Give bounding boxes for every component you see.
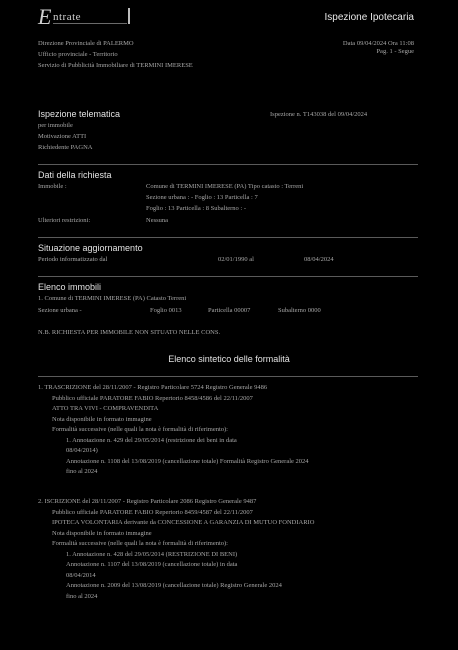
- page-title: Ispezione Ipotecaria: [324, 12, 414, 23]
- dati-value: Nessuna: [146, 217, 169, 224]
- meta-office: Direzione Provinciale di PALERMO: [38, 40, 134, 47]
- formality-line: 1. Annotazione n. 429 del 29/05/2014 (restrizione dei beni in data: [66, 436, 237, 444]
- meta-datetime: Data 09/04/2024 Ora 11:08: [342, 40, 414, 47]
- meta-department: Ufficio provinciale - Territorio: [38, 51, 118, 58]
- formality-line: Nota disponibile in formato immagine: [52, 415, 152, 423]
- section-title-immobili: Elenco immobili: [38, 282, 102, 292]
- aggiornamento-to: 08/04/2024: [304, 256, 334, 263]
- aggiornamento-from: 02/01/1990 al: [218, 256, 254, 263]
- ispezione-number: Ispezione n. T143038 del 09/04/2024: [270, 111, 368, 118]
- formality-line: Formalità successive (nelle quali la nota è formalità di riferimento):: [52, 426, 228, 433]
- formality-line: Pubblico ufficiale PARATORE FABIO Repertorio 8458/4586 del 22/11/2007: [52, 394, 253, 402]
- formality-line: IPOTECA VOLONTARIA derivante da CONCESSIONE A GARANZIA DI MUTUO FONDIARIO: [52, 519, 315, 526]
- formality-line: 1. Annotazione n. 428 del 29/05/2014 (RESTRIZIONE DI BENI): [66, 550, 238, 558]
- section-title-ispezione: Ispezione telematica: [38, 109, 121, 119]
- logo-e-glyph: E: [38, 4, 52, 29]
- formality-line: Annotazione n. 1108 del 13/08/2019 (cancellazione totale) Formalità Registro Generale 2024: [66, 457, 309, 465]
- divider: [38, 164, 418, 165]
- ispezione-line: Richiedente PAGNA: [38, 144, 93, 151]
- aggiornamento-label: Periodo informatizzato dal: [38, 256, 108, 263]
- section-title-aggiornamento: Situazione aggiornamento: [38, 243, 143, 253]
- formality-line: 08/04/2014): [66, 447, 98, 454]
- meta-page: Pag. 1 - Segue: [376, 48, 414, 55]
- formality-header: 2. ISCRIZIONE del 28/11/2007 - Registro Particolare 2086 Registro Generale 9487: [38, 498, 257, 505]
- formality-line: Formalità successive (nelle quali la nota è formalità di riferimento):: [52, 540, 228, 547]
- dati-value: Foglio : 13 Particella : 8 Subalterno : -: [146, 205, 247, 212]
- formality-line: ATTO TRA VIVI - COMPRAVENDITA: [52, 405, 159, 412]
- ispezione-line: per immobile: [38, 122, 73, 129]
- dati-label-immobile: Immobile :: [38, 183, 67, 190]
- dati-label-restrizioni: Ulteriori restrizioni:: [38, 217, 91, 224]
- dati-value: Comune di TERMINI IMERESE (PA) Tipo catasto : Terreni: [146, 183, 304, 190]
- logo-text: ntrate: [53, 11, 82, 23]
- dati-value: Sezione urbana : - Foglio : 13 Particella : 7: [146, 194, 258, 201]
- immobile-foglio: Foglio 0013: [150, 307, 182, 314]
- formality-line: Pubblico ufficiale PARATORE FABIO Repertorio 8459/4587 del 22/11/2007: [52, 508, 253, 516]
- section-title-elenco: Elenco sintetico delle formalità: [168, 354, 290, 364]
- formality-line: 08/04/2014: [66, 571, 96, 579]
- immobile-sezione: Sezione urbana -: [38, 307, 82, 314]
- divider: [38, 376, 418, 377]
- immobili-note: N.B. RICHIESTA PER IMMOBILE NON SITUATO NELLE CONS.: [38, 329, 221, 336]
- formality-line: fino al 2024: [66, 592, 98, 600]
- formality-line: fino al 2024: [66, 468, 98, 475]
- immobile-line: 1. Comune di TERMINI IMERESE (PA) Catasto Terreni: [38, 295, 187, 302]
- immobile-particella: Particella 00007: [208, 307, 251, 314]
- divider: [38, 237, 418, 238]
- agency-logo: [38, 4, 130, 29]
- logo-bar: [128, 8, 130, 24]
- ispezione-line: Motivazione ATTI: [38, 133, 87, 140]
- divider: [38, 276, 418, 277]
- section-title-dati: Dati della richiesta: [38, 170, 112, 180]
- logo-underline: [53, 23, 127, 24]
- formality-header: 1. TRASCRIZIONE del 28/11/2007 - Registro Particolare 5724 Registro Generale 9486: [38, 384, 268, 391]
- formality-line: Annotazione n. 2009 del 13/08/2019 (cancellazione totale) Registro Generale 2024: [66, 582, 282, 589]
- formality-line: Annotazione n. 1107 del 13/08/2019 (cancellazione totale) in data: [66, 561, 238, 568]
- meta-service: Servizio di Pubblicità Immobiliare di TERMINI IMERESE: [38, 62, 193, 69]
- formality-line: Nota disponibile in formato immagine: [52, 529, 152, 537]
- immobile-subalterno: Subalterno 0000: [278, 307, 321, 314]
